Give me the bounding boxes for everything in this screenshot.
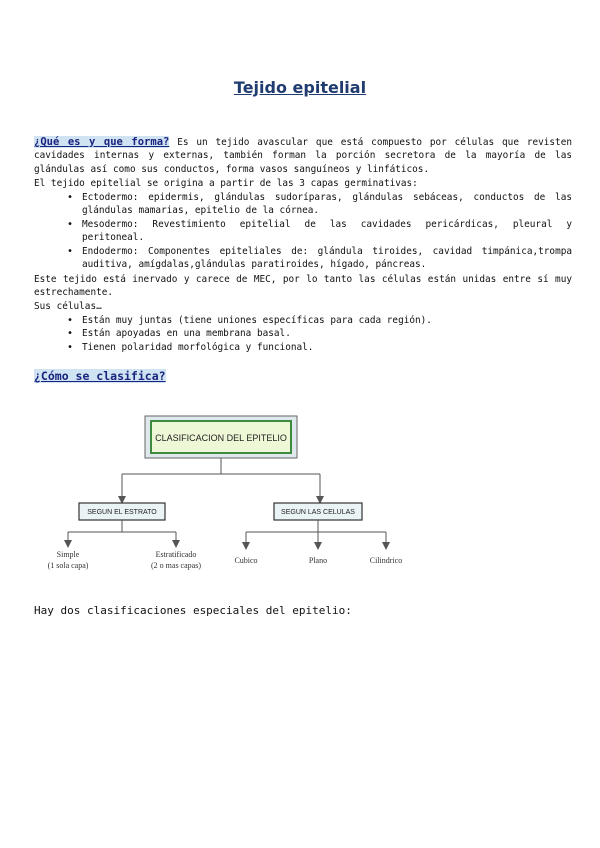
section-heading-classify: ¿Cómo se clasifica? <box>34 369 166 383</box>
diagram-leaf-simple: Simple <box>56 550 80 559</box>
list-item: • Están muy juntas (tiene uniones específicas para cada región). <box>34 314 572 327</box>
diagram-leaf-flat: Plano <box>308 556 328 565</box>
diagram-root-label: CLASIFICACION DEL EPITELIO <box>155 433 287 443</box>
list-item: • Mesodermo: Revestimiento epitelial de las cavidades pericárdicas, pleural y peritoneal. <box>34 218 572 245</box>
special-classifications-heading: Hay dos clasificaciones especiales del epitelio: <box>34 604 352 617</box>
list-item: • Endodermo: Componentes epiteliales de: glándula tiroides, cavidad timpánica,trompa auditiva, amígdalas,glándulas paratiroides, hígado, páncreas. <box>34 245 572 272</box>
diagram-leaf-stratified-note: (2 o mas capas) <box>151 561 201 570</box>
diagram-leaf-cylindrical: Cilindrico <box>369 556 403 565</box>
list-item: • Ectodermo: epidermis, glándulas sudoríparas, glándulas sebáceas, conductos de las glándulas mamarias, epitelio de la córnea. <box>34 191 572 218</box>
intro-text: Es un tejido avascular que está compuesto por células que revisten cavidades internas y externas, también forman la porción secretora de la mayoría de las glándulas así como sus conductos, forma vasos sanguíneos y linfáticos. <box>34 137 572 175</box>
list-item: • Están apoyadas en una membrana basal. <box>34 327 572 340</box>
diagram-leaf-simple-note: (1 sola capa) <box>47 561 89 570</box>
list-item: • Tienen polaridad morfológica y funcional. <box>34 341 572 354</box>
diagram-leaf-stratified: Estratificado <box>155 550 197 559</box>
innervation-text: Este tejido está inervado y carece de MEC, por lo tanto las células están unidas entre sí muy estrechamente. <box>34 274 572 299</box>
origin-text: El tejido epitelial se origina a partir de las 3 capas germinativas: <box>34 178 418 189</box>
page-title: Tejido epitelial <box>233 78 367 97</box>
cells-intro: Sus células… <box>34 301 102 312</box>
diagram-branch-left-label: SEGUN EL ESTRATO <box>87 509 157 516</box>
diagram-leaf-cubic: Cubico <box>234 556 258 565</box>
diagram-branch-right-label: SEGUN LAS CELULAS <box>281 509 355 516</box>
section-heading-what: ¿Qué es y que forma? <box>34 136 170 148</box>
